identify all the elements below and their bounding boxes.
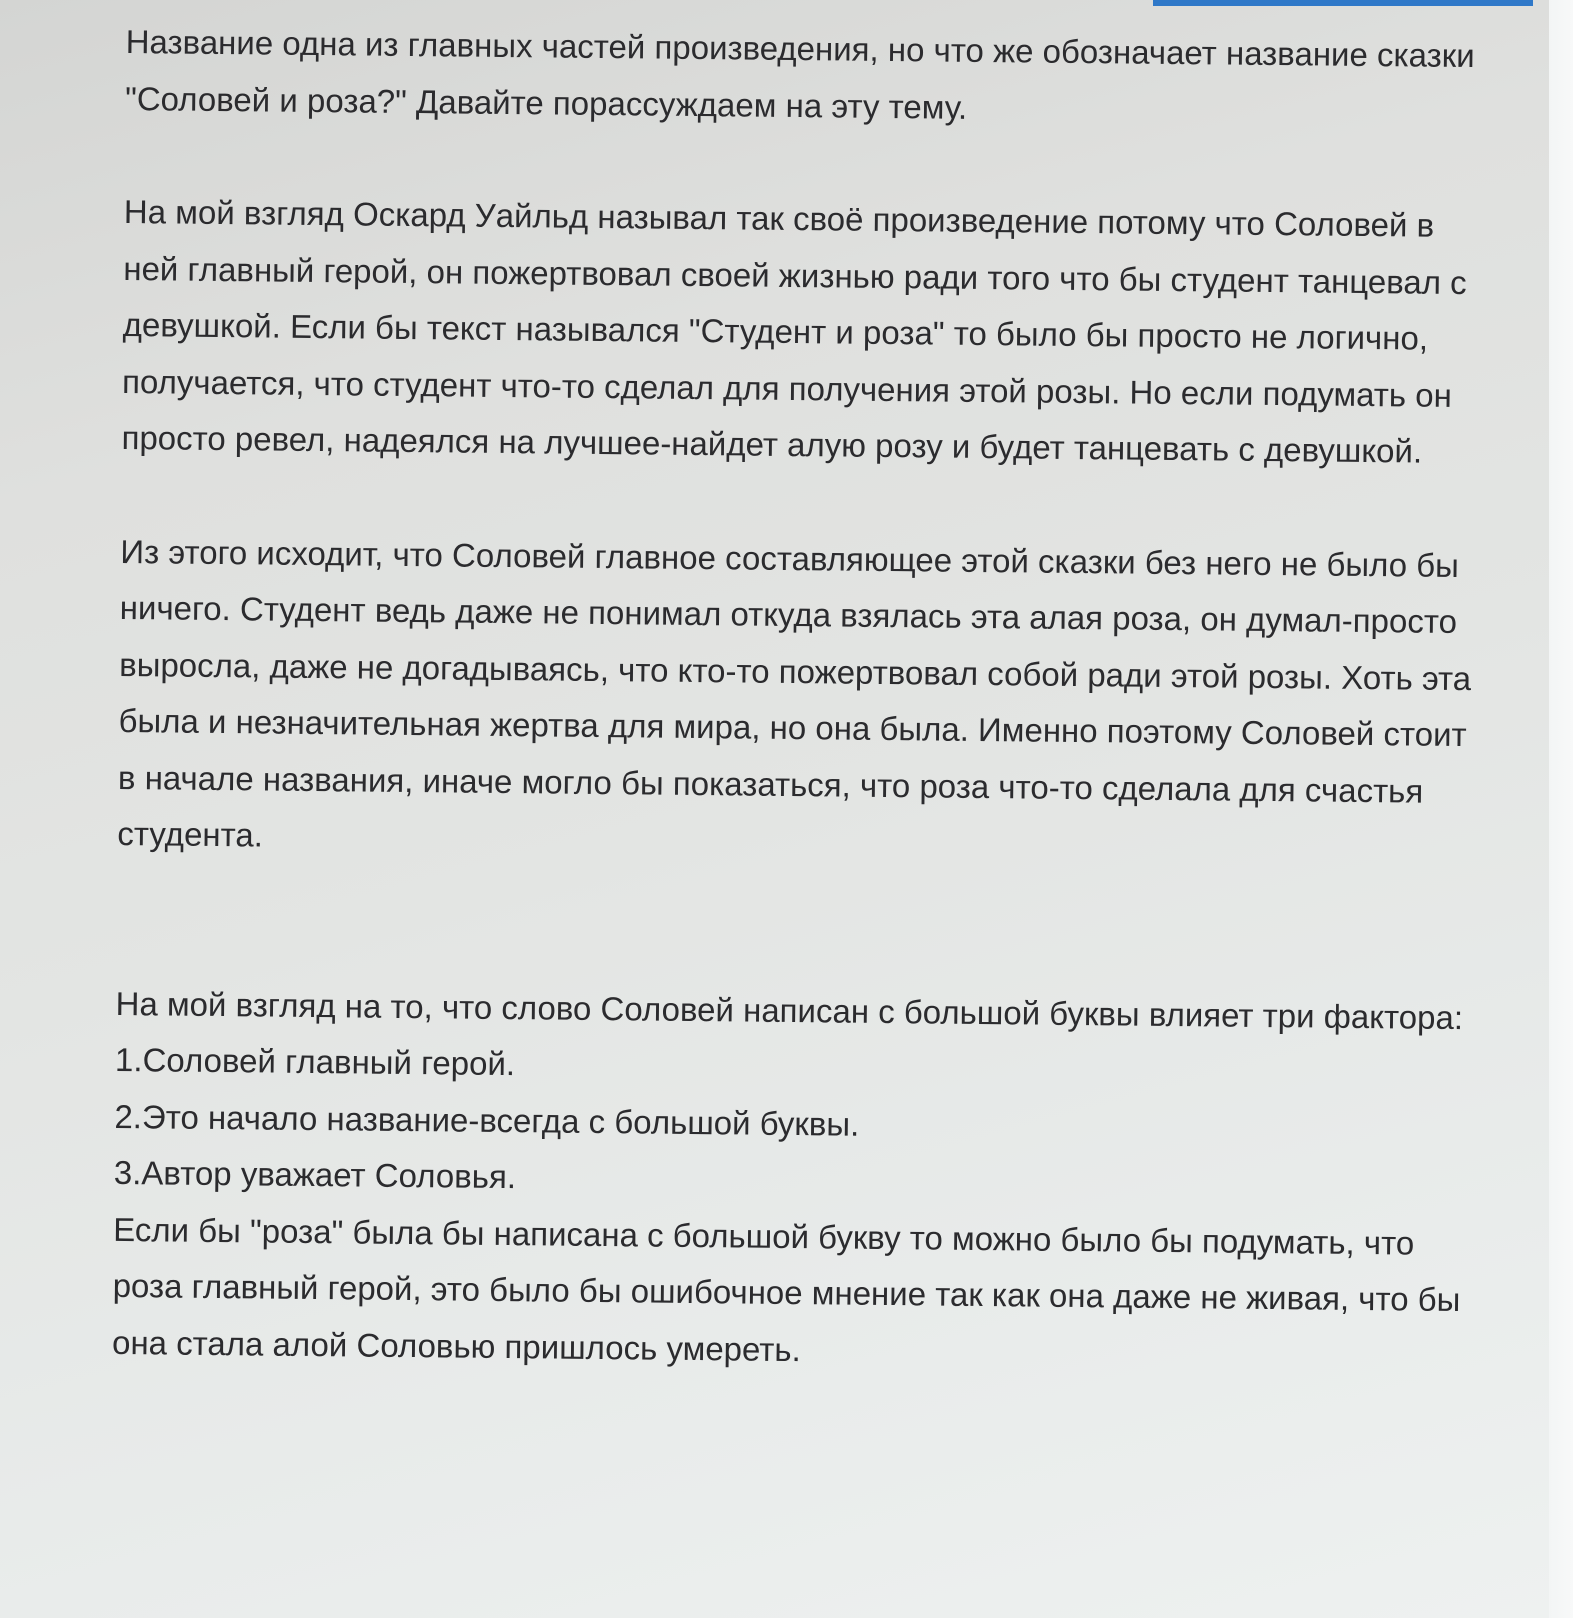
paragraph-gap [116, 862, 1487, 989]
list-item-factor-2: 2.Это начало название-всегда с большой буквы. [114, 1097, 860, 1143]
paragraph-capital-letter: На мой взгляд на то, что слово Соловей написан с большой буквы влияет три фактора: [115, 984, 1464, 1036]
paragraph-rose-lowercase: Если бы "роза" была бы написана с большой букву то можно было бы подумать, что роза главный герой, это было бы ошибочное мнение так как она даже не живая, что бы она стала алой Соловью пришлось умереть. [111, 1210, 1461, 1368]
screen-edge [1549, 0, 1573, 1618]
list-item-factor-1: 1.Соловей главный герой. [114, 1040, 516, 1083]
paragraph-nightingale-main: Из этого исходит, что Соловей главное составляющее этой сказки без него не было бы ничего. Студент ведь даже не понимал откуда взялась эта алая роза, он думал-просто выросла, даже не догадываясь, что кто-то пожертвовал собой ради этой розы. Хоть эта была и незначительная жертва для мира, но она была. Именно поэтому Соловей стоит в начале названия, иначе могло бы показаться, что роза что-то сделала для счастья студента. [117, 532, 1472, 854]
top-accent-bar [1153, 0, 1533, 6]
paragraph-title-meaning: На мой взгляд Оскард Уайльд называл так своё произведение потому что Соловей в ней главный герой, он пожертвовал своей жизнью ради того что бы студент танцевал с девушкой. Если бы текст назывался "Студент и роза" то было бы просто не логично, получается, что студент что-то сделал для получения этой розы. Но если подумать он просто ревел, надеялся на лучшее-найдет алую розу и будет танцевать с девушкой. [121, 192, 1467, 470]
document-body [112, 14, 1496, 1385]
intro-paragraph: Название одна из главных частей произведения, но что же обозначает название сказки "Соловей и роза?" Давайте порассуждаем на эту тему. [124, 22, 1475, 126]
list-item-factor-3: 3.Автор уважает Соловья. [113, 1153, 517, 1196]
